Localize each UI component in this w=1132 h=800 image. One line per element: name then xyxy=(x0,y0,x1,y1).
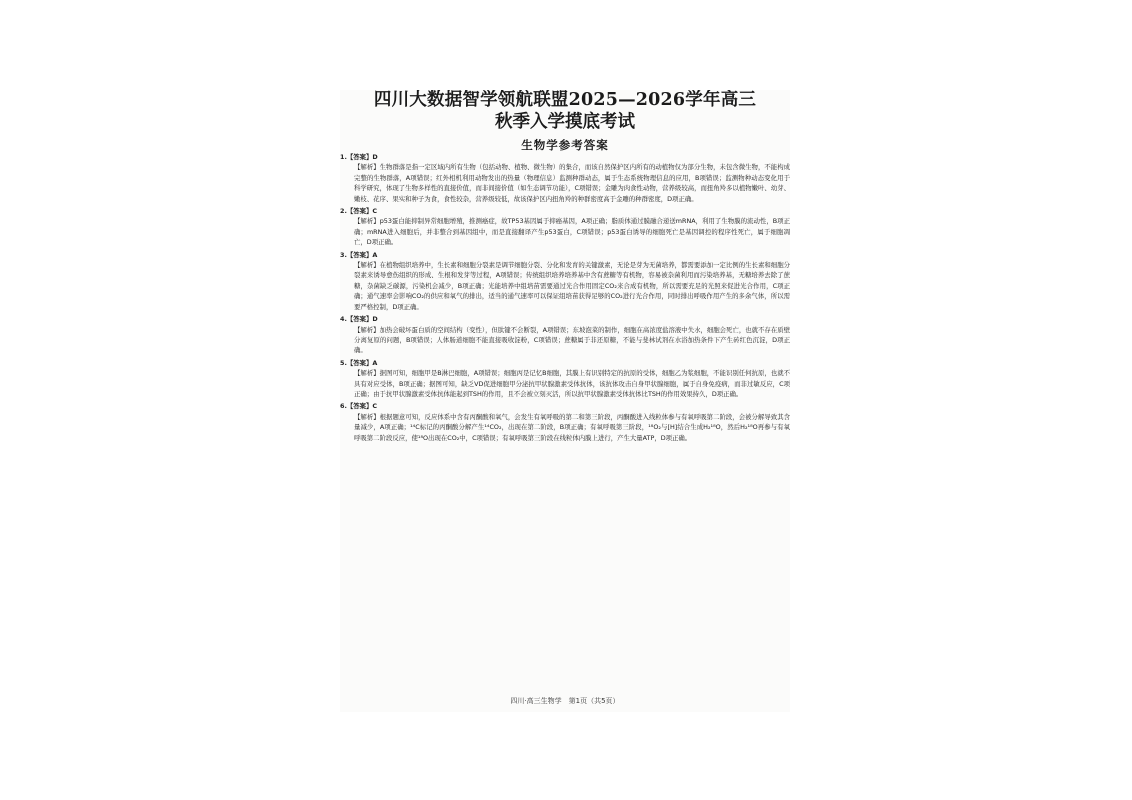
question-item xyxy=(340,152,790,204)
question-item xyxy=(340,401,790,443)
question-answer: 6.【答案】C xyxy=(340,402,378,411)
question-answer: 5.【答案】A xyxy=(340,358,378,367)
question-explanation: 【解析】加热会破坏蛋白质的空间结构（变性），但肽键不会断裂，A项错误；东坡泡菜的制作，细胞在高浓度盐溶液中失水，细胞会死亡，也就不存在质壁分离复原的问题，B项错误；人体肠道细胞不能直接吸收淀粉，C项错误；蔗糖属于非还原糖，不能与斐林试剂在水浴加热条件下产生砖红色沉淀，D项正确。 xyxy=(354,325,790,355)
question-explanation: 【解析】生物群落是指一定区域内所有生物（包括动物、植物、微生物）的集合，而该自然保护区内所有的动植物仅为部分生物，未包含微生物，不能构成完整的生物群落，A项错误；红外相机利用动物发出的热量（物理信息）监测种群动态，属于生态系统物理信息的应用，B项错误；监测物种动态变化用于科学研究，体现了生物多样性的直接价值，而非间接价值（如生态调节功能），C项错误；金雕为肉食性动物，营养级较高，而扭角羚多以植物嫩叶、幼芽、嫩枝、花序、果实和种子为食，食性较杂，营养级较低，故该保护区内扭角羚的种群密度高于金雕的种群密度，D项正确。 xyxy=(354,163,790,203)
question-answer: 1.【答案】D xyxy=(340,153,378,161)
question-answer: 3.【答案】A xyxy=(340,250,378,259)
question-answer: 2.【答案】C xyxy=(340,207,378,216)
question-item xyxy=(340,250,790,312)
page-footer: 四川·高三生物学 第1页（共5页） xyxy=(510,697,620,705)
question-answer: 4.【答案】D xyxy=(340,315,378,324)
answer-key-subtitle: 生物学参考答案 xyxy=(521,138,609,152)
question-explanation: 【解析】在植物组织培养中，生长素和细胞分裂素是调节细胞分裂、分化和发育的关键激素，无论是芽为无菌培养，都需要添加一定比例的生长素和细胞分裂素来诱导愈伤组织的形成、生根和发芽等过程，A项错误；传统组织培养培养基中含有蔗糖等有机物，容易被杂菌利用而污染培养基，无糖培养去除了蔗糖，杂菌缺乏碳源，污染机会减少，B项正确；光能培养中组培苗需要通过光合作用固定CO₂来合成有机物，所以需要充足的光照来促进光合作用，C项正确；通气速率会影响CO₂的供应和氧气的排出，适当的通气速率可以保证组培苗获得足够的CO₂进行光合作用，同时排出呼吸作用产生的多余气体，所以需要严格控制，D项正确。 xyxy=(354,261,790,311)
exam-title-line2: 秋季入学摸底考试 xyxy=(495,112,635,132)
question-item xyxy=(340,358,790,400)
question-item xyxy=(340,314,790,356)
question-explanation: 【解析】根据题意可知，反应体系中含有丙酮酸和氧气，会发生有氧呼吸的第二和第三阶段，丙酮酸进入线粒体参与有氧呼吸第二阶段，会被分解导致其含量减少，A项正确；¹⁴C标记的丙酮酸分解产生¹⁴CO₂，出现在第二阶段，B项正确；有氧呼吸第三阶段，¹⁸O₂与[H]结合生成H₂¹⁸O，然后H₂¹⁸O再参与有氧呼吸第二阶段反应，使¹⁸O出现在CO₂中，C项错误；有氧呼吸第三阶段在线粒体内膜上进行，产生大量ATP，D项正确。 xyxy=(354,412,790,442)
exam-title-line1: 四川大数据智学领航联盟2025—2026学年高三 xyxy=(373,90,757,110)
answer-list xyxy=(340,152,790,445)
question-item xyxy=(340,206,790,248)
exam-answer-page xyxy=(340,90,790,712)
question-explanation: 【解析】p53蛋白能抑制异常细胞增殖，推测癌症，故TP53基因属于抑癌基因，A项正确；脂质体通过膜融合递送mRNA，利用了生物膜的流动性，B项正确；mRNA进入细胞后，并非整合到基因组中，而是直接翻译产生p53蛋白，C项错误；p53蛋白诱导的细胞死亡是基因调控的程序性死亡，属于细胞凋亡，D项正确。 xyxy=(354,217,790,247)
question-explanation: 【解析】据图可知，细胞甲是B淋巴细胞，A项错误；细胞丙是记忆B细胞，其膜上有识别特定的抗原的受体，细胞乙为浆细胞，不能识别任何抗原，也就不具有对应受体，B项正确；据图可知，缺乏VD促进细胞甲分泌抗甲状腺激素受体抗体，该抗体攻击自身甲状腺细胞，属于自身免疫病，而非过敏反应，C项正确；由于抗甲状腺激素受体抗体能起到TSH的作用，且不会被立刻灭活，所以抗甲状腺激素受体抗体比TSH的作用效果持久，D项正确。 xyxy=(354,369,790,398)
